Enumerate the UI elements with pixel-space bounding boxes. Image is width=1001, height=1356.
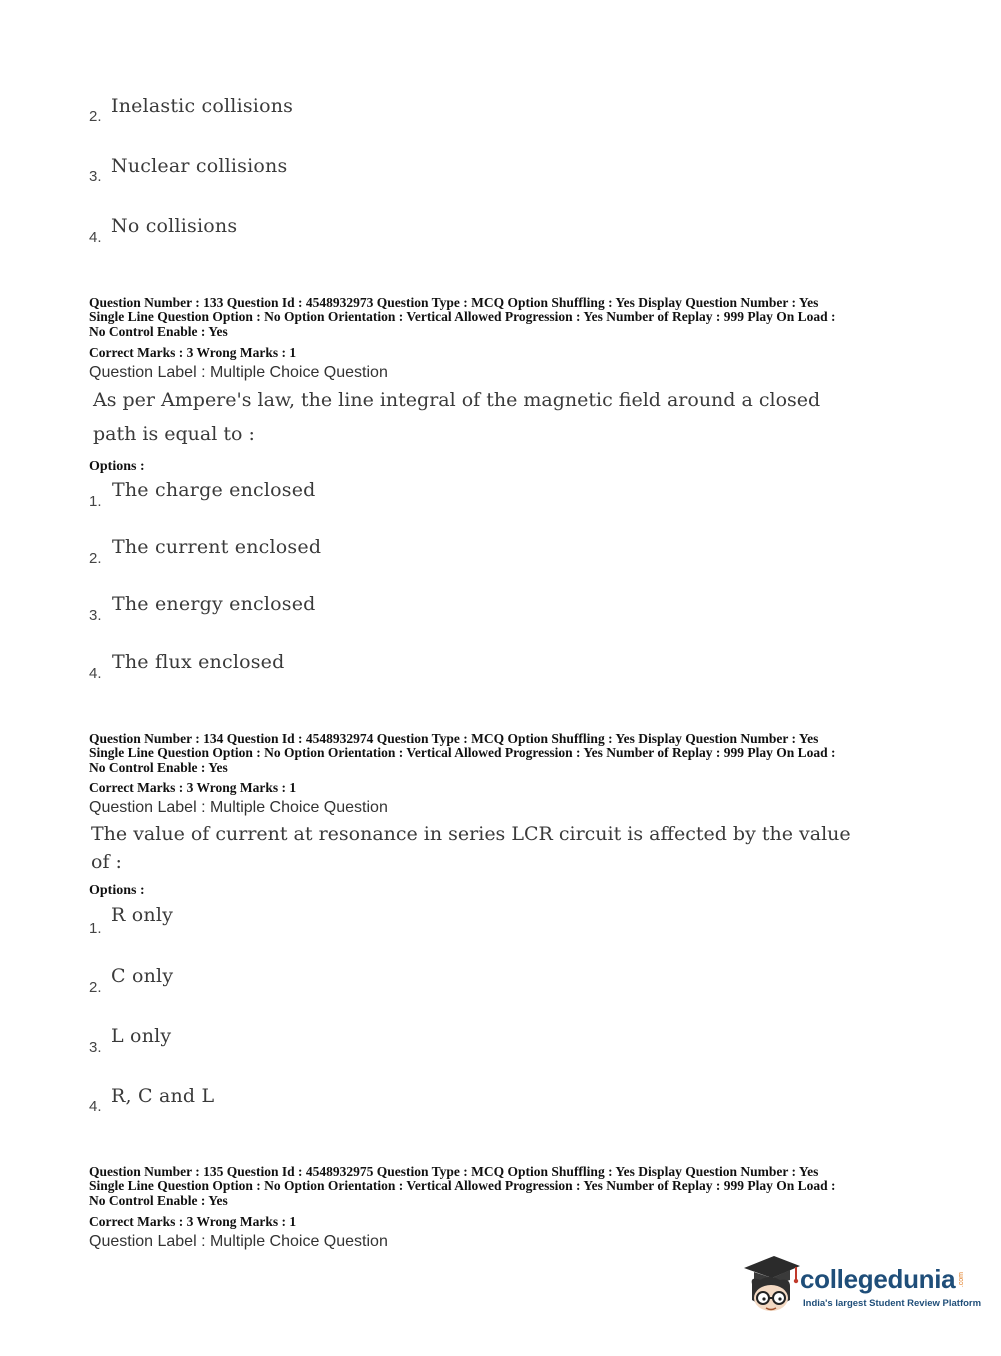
question-meta-line: No Control Enable : Yes xyxy=(89,324,228,339)
logo-brand: collegedunia xyxy=(800,1264,956,1294)
question-text: The value of current at resonance in series LCR circuit is affected by the value xyxy=(91,823,851,845)
question-text: of : xyxy=(91,851,122,873)
question-text: path is equal to : xyxy=(93,423,255,445)
option-text: The energy enclosed xyxy=(112,593,316,615)
option-text: L only xyxy=(111,1025,172,1047)
option-number: 3. xyxy=(89,168,102,185)
option-text: The current enclosed xyxy=(112,536,322,558)
question-meta-line: Question Number : 133 Question Id : 4548932973 Question Type : MCQ Option Shuffling : Yes Display Question Number : Yes xyxy=(89,295,819,310)
option-text: The charge enclosed xyxy=(112,479,316,501)
option-number: 3. xyxy=(89,1039,102,1056)
question-label: Question Label : Multiple Choice Question xyxy=(89,799,388,816)
option-text: Inelastic collisions xyxy=(111,95,294,117)
option-number: 3. xyxy=(89,607,102,624)
option-number: 1. xyxy=(89,493,102,510)
option-number: 4. xyxy=(89,1098,102,1115)
question-marks: Correct Marks : 3 Wrong Marks : 1 xyxy=(89,780,297,795)
question-label: Question Label : Multiple Choice Question xyxy=(89,364,388,381)
question-meta-line: Single Line Question Option : No Option Orientation : Vertical Allowed Progression : Yes Number of Replay : 999 Play On Load : xyxy=(89,745,836,760)
question-label: Question Label : Multiple Choice Question xyxy=(89,1233,388,1250)
question-text: As per Ampere's law, the line integral of the magnetic field around a closed xyxy=(93,389,821,411)
option-text: The flux enclosed xyxy=(112,651,285,673)
question-meta-line: Single Line Question Option : No Option Orientation : Vertical Allowed Progression : Yes Number of Replay : 999 Play On Load : xyxy=(89,1178,836,1193)
collegedunia-logo xyxy=(740,1250,982,1320)
question-marks: Correct Marks : 3 Wrong Marks : 1 xyxy=(89,1214,297,1229)
option-text: C only xyxy=(111,965,174,987)
options-label: Options : xyxy=(89,459,145,474)
mascot-icon xyxy=(740,1250,802,1318)
question-meta-line: Single Line Question Option : No Option Orientation : Vertical Allowed Progression : Yes Number of Replay : 999 Play On Load : xyxy=(89,309,836,324)
question-meta-line: Question Number : 134 Question Id : 4548932974 Question Type : MCQ Option Shuffling : Yes Display Question Number : Yes xyxy=(89,731,819,746)
logo-com: .com xyxy=(958,1272,965,1288)
option-text: R only xyxy=(111,904,174,926)
question-meta-line: Question Number : 135 Question Id : 4548932975 Question Type : MCQ Option Shuffling : Yes Display Question Number : Yes xyxy=(89,1164,819,1179)
option-text: Nuclear collisions xyxy=(111,155,288,177)
option-number: 4. xyxy=(89,229,102,246)
option-number: 2. xyxy=(89,979,102,996)
option-text: R, C and L xyxy=(111,1085,215,1107)
question-meta-line: No Control Enable : Yes xyxy=(89,760,228,775)
option-text: No collisions xyxy=(111,215,238,237)
options-label: Options : xyxy=(89,883,145,898)
question-marks: Correct Marks : 3 Wrong Marks : 1 xyxy=(89,345,297,360)
question-meta-line: No Control Enable : Yes xyxy=(89,1193,228,1208)
logo-tagline: India's largest Student Review Platform xyxy=(803,1298,982,1309)
option-number: 2. xyxy=(89,108,102,125)
option-number: 1. xyxy=(89,920,102,937)
option-number: 2. xyxy=(89,550,102,567)
option-number: 4. xyxy=(89,665,102,682)
